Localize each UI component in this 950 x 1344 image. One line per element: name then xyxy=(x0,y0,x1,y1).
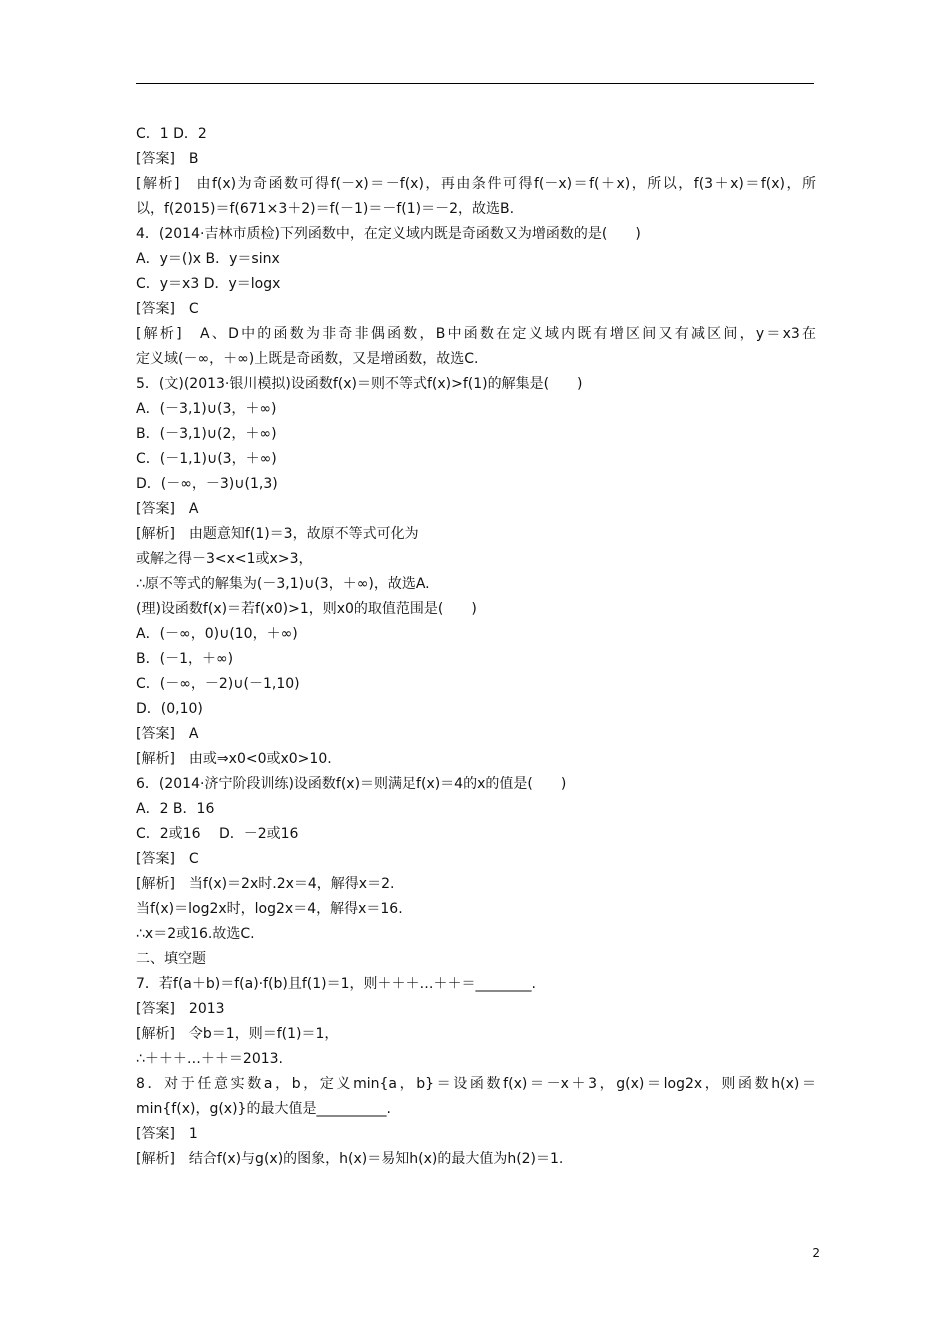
text-line: B．(－1，＋∞) xyxy=(136,651,234,667)
text-line: C．1 D．2 xyxy=(136,126,207,142)
text-line: D．(－∞，－3)∪(1,3) xyxy=(136,476,278,492)
text-line: C．(－1,1)∪(3，＋∞) xyxy=(136,451,277,467)
text-line: [解析] 由题意知f(1)＝3，故原不等式可化为 xyxy=(136,526,419,542)
text-line: [答案] 2013 xyxy=(136,1001,225,1017)
text-line: min{f(x)，g(x)}的最大值是__________. xyxy=(136,1101,391,1117)
text-line: (理)设函数f(x)＝若f(x0)>1，则x0的取值范围是( ) xyxy=(136,601,477,617)
text-line: 5．(文)(2013·银川模拟)设函数f(x)＝则不等式f(x)>f(1)的解集是( ) xyxy=(136,376,583,392)
text-line: C．(－∞，－2)∪(－1,10) xyxy=(136,676,300,692)
text-line: [答案] 1 xyxy=(136,1126,198,1142)
text-line: A．y＝()x B．y＝sinx xyxy=(136,251,280,267)
text-line: [解析] A、D中的函数为非奇非偶函数，B中函数在定义域内既有增区间又有减区间，y＝x3在 xyxy=(136,326,816,342)
text-line: 7．若f(a＋b)＝f(a)·f(b)且f(1)＝1，则＋＋＋…＋＋＝________. xyxy=(136,976,536,992)
text-line: [答案] C xyxy=(136,851,199,867)
text-line: [答案] A xyxy=(136,501,199,517)
text-line: 6．(2014·济宁阶段训练)设函数f(x)＝则满足f(x)＝4的x的值是( ) xyxy=(136,776,567,792)
text-line: ∴原不等式的解集为(－3,1)∪(3，＋∞)，故选A. xyxy=(136,576,430,592)
document-body xyxy=(136,122,816,1172)
text-line: 或解之得－3<x<1或x>3， xyxy=(136,551,313,567)
text-line: 8．对于任意实数a，b，定义min{a，b}＝设函数f(x)＝－x＋3，g(x)＝log2x，则函数h(x)＝ xyxy=(136,1076,816,1092)
section-heading: 二、填空题 xyxy=(136,951,206,967)
text-line: [答案] A xyxy=(136,726,199,742)
text-line: A．(－∞，0)∪(10，＋∞) xyxy=(136,626,298,642)
header-rule xyxy=(136,83,814,84)
text-line: [解析] 由或⇒x0<0或x0>10. xyxy=(136,751,332,767)
text-line: C．y＝x3 D．y＝logx xyxy=(136,276,281,292)
text-line: 当f(x)＝log2x时，log2x＝4，解得x＝16. xyxy=(136,901,403,917)
text-line: [答案] C xyxy=(136,301,199,317)
text-line: 定义域(－∞，＋∞)上既是奇函数，又是增函数，故选C. xyxy=(136,351,479,367)
text-line: ∴x＝2或16.故选C. xyxy=(136,926,255,942)
text-line: [解析] 结合f(x)与g(x)的图象，h(x)＝易知h(x)的最大值为h(2)＝1. xyxy=(136,1151,564,1167)
text-line: 4．(2014·吉林市质检)下列函数中，在定义域内既是奇函数又为增函数的是( ) xyxy=(136,226,641,242)
text-line: [解析] 令b＝1，则＝f(1)＝1， xyxy=(136,1026,339,1042)
text-line: A．2 B．16 xyxy=(136,801,215,817)
text-line: [解析] 当f(x)＝2x时.2x＝4，解得x＝2. xyxy=(136,876,395,892)
text-line: C．2或16 D．－2或16 xyxy=(136,826,299,842)
text-line: A．(－3,1)∪(3，＋∞) xyxy=(136,401,277,417)
text-line: 以，f(2015)＝f(671×3＋2)＝f(－1)＝－f(1)＝－2，故选B. xyxy=(136,201,515,217)
text-line: [答案] B xyxy=(136,151,199,167)
text-line: D．(0,10) xyxy=(136,701,203,717)
text-line: ∴＋＋＋…＋＋＝2013. xyxy=(136,1051,283,1067)
page-number: 2 xyxy=(812,1246,820,1260)
text-line: B．(－3,1)∪(2，＋∞) xyxy=(136,426,277,442)
text-line: [解析] 由f(x)为奇函数可得f(－x)＝－f(x)，再由条件可得f(－x)＝f(＋x)，所以，f(3＋x)＝f(x)，所 xyxy=(136,176,816,192)
